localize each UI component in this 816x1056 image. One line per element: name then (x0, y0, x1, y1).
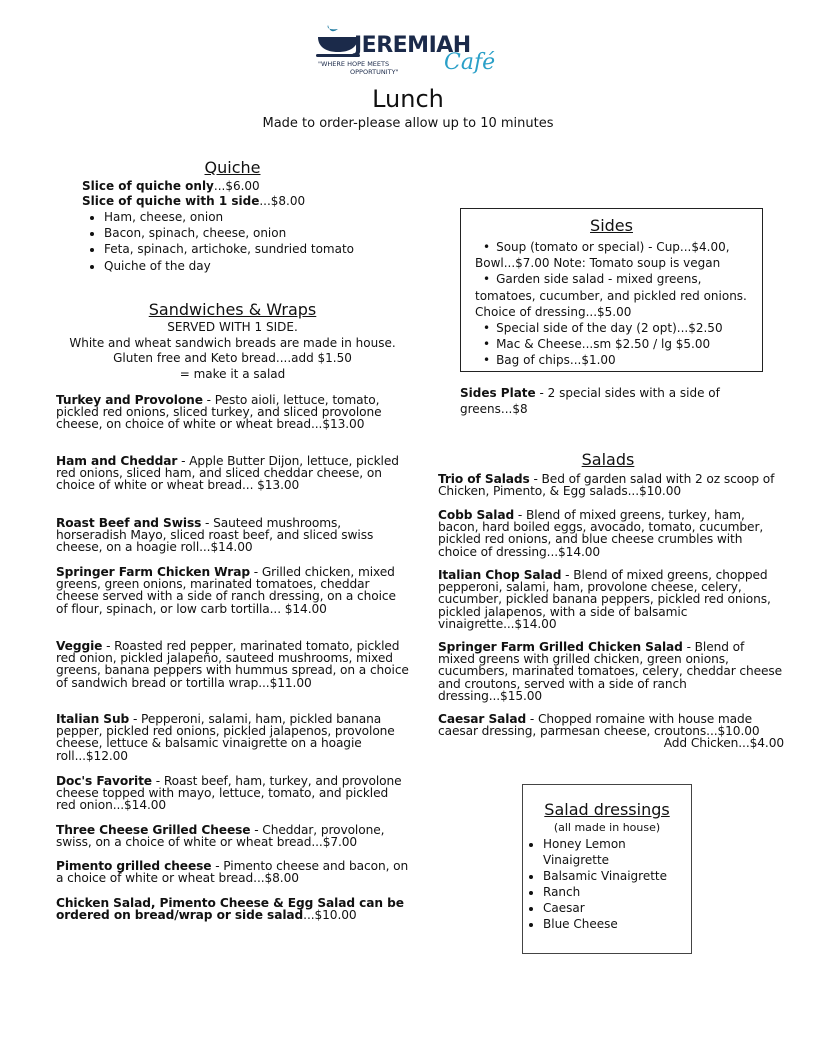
menu-item: Trio of Salads - Bed of garden salad with 2 oz scoop of Chicken, Pimento, & Egg salads...$10.00 (438, 472, 775, 499)
sides-list (461, 235, 762, 369)
logo-wordmark: JEREMIAH (354, 33, 471, 58)
menu-item: Ham and Cheddar - Apple Butter Dijon, lettuce, pickled red onions, sliced ham, and sliced cheddar cheese, on choice of white or wheat bread... $13.00 (56, 454, 399, 493)
cafe-logo (312, 20, 512, 78)
list-item: • Balsamic Vinaigrette (543, 868, 691, 884)
sandwiches-notes (56, 320, 409, 382)
menu-item: Three Cheese Grilled Cheese - Cheddar, provolone, swiss, on a choice of white or wheat bread...$7.00 (56, 823, 385, 850)
dressings-heading: Salad dressings (544, 800, 670, 819)
dressings-note: (all made in house) (553, 821, 661, 834)
menu-item: Doc's Favorite - Roast beef, ham, turkey, and provolone cheese topped with mayo, lettuce, tomato, and pickled red onion...$14.00 (56, 774, 402, 813)
list-item: • Honey Lemon Vinaigrette (543, 836, 691, 868)
quiche-price-line: Slice of quiche with 1 side...$8.00 (82, 193, 306, 208)
quiche-section (82, 179, 412, 274)
list-item: • Special side of the day (2 opt)...$2.50 (483, 321, 723, 336)
list-item: • Soup (tomato or special) - Cup...$4.00, Bowl...$7.00 Note: Tomato soup is vegan (475, 240, 730, 271)
sandwiches-heading: Sandwiches & Wraps (148, 300, 317, 319)
dressings-box (522, 784, 692, 954)
logo-tagline: "WHERE HOPE MEETS OPPORTUNITY" (318, 60, 399, 76)
page-title: Lunch (372, 85, 444, 113)
quiche-price-line: Slice of quiche only...$6.00 (82, 179, 260, 193)
menu-item: Pimento grilled cheese - Pimento cheese and bacon, on a choice of white or wheat bread...$8.00 (56, 859, 409, 886)
menu-item: Roast Beef and Swiss - Sauteed mushrooms, horseradish Mayo, sliced roast beef, and sliced swiss cheese, on a hoagie roll...$14.00 (56, 516, 374, 555)
menu-item: Italian Chop Salad - Blend of mixed greens, chopped pepperoni, salami, ham, provolone cheese, celery, cucumber, pickled banana peppers, pickled red onions, pickled jalapenos, with a side of balsamic vinaigrette...$14.00 (438, 568, 771, 631)
note-line: White and wheat sandwich breads are made in house. (69, 335, 396, 350)
list-item: • Ham, cheese, onion (104, 209, 412, 225)
sides-heading: Sides (590, 216, 633, 235)
menu-item: Italian Sub - Pepperoni, salami, ham, pickled banana pepper, pickled red onions, pickled jalapenos, provolone cheese, lettuce & balsamic vinaigrette on a hoagie roll...$12.00 (56, 712, 395, 763)
list-item: • Quiche of the day (104, 258, 412, 274)
menu-item: Turkey and Provolone - Pesto aioli, lettuce, tomato, pickled red onions, sliced turkey, and sliced provolone cheese, on choice of white or wheat bread...$13.00 (56, 393, 382, 432)
page-subtitle: Made to order-please allow up to 10 minutes (262, 116, 554, 131)
list-item: • Caesar (543, 900, 691, 916)
menu-item: Veggie - Roasted red pepper, marinated tomato, pickled red onion, pickled jalapeño, sauteed mushrooms, mixed greens, banana peppers with hummus spread, on a choice of sandwich bread or tortilla wrap...$11.00 (56, 639, 409, 690)
list-item: • Garden side salad - mixed greens, tomatoes, cucumber, and pickled red onions. Choice of dressing...$5.00 (475, 272, 747, 319)
menu-item: Cobb Salad - Blend of mixed greens, turkey, ham, bacon, hard boiled eggs, avocado, tomato, cucumber, pickled red onions, and blue cheese crumbles with choice of dressing...$14.00 (438, 508, 764, 559)
list-item: • Blue Cheese (543, 916, 691, 932)
note-line: = make it a salad (179, 366, 286, 381)
list-item: • Bacon, spinach, cheese, onion (104, 225, 412, 241)
sides-plate: Sides Plate - 2 special sides with a side of greens...$8 (460, 386, 720, 416)
menu-item: Chicken Salad, Pimento Cheese & Egg Salad can be ordered on bread/wrap or side salad...$10.00 (56, 896, 404, 923)
salads-heading: Salads (581, 450, 635, 469)
sides-box (460, 208, 763, 372)
list-item: • Mac & Cheese...sm $2.50 / lg $5.00 (483, 337, 711, 352)
list-item: • Feta, spinach, artichoke, sundried tomato (104, 241, 412, 257)
add-chicken: Add Chicken...$4.00 (663, 736, 784, 750)
note-line: SERVED WITH 1 SIDE. (167, 320, 298, 334)
menu-item: Caesar Salad - Chopped romaine with house made caesar dressing, parmesan cheese, croutons...$10.00 (438, 712, 760, 739)
menu-item: Springer Farm Chicken Wrap - Grilled chicken, mixed greens, green onions, marinated tomatoes, cheddar cheese served with a side of ranch dressing, on a choice of flour, spinach, or low carb tortilla... $14.00 (56, 565, 396, 616)
quiche-heading: Quiche (204, 158, 261, 177)
dressings-list (523, 836, 691, 932)
list-item: • Ranch (543, 884, 691, 900)
quiche-options (82, 209, 412, 274)
menu-item: Springer Farm Grilled Chicken Salad - Blend of mixed greens with grilled chicken, green onions, cucumbers, marinated tomatoes, celery, cheddar cheese and croutons, served with a side of ranch dressing...$15.00 (438, 640, 783, 703)
list-item: • Bag of chips...$1.00 (483, 353, 616, 368)
logo-script: Café (444, 50, 496, 75)
note-line: Gluten free and Keto bread....add $1.50 (113, 351, 352, 366)
